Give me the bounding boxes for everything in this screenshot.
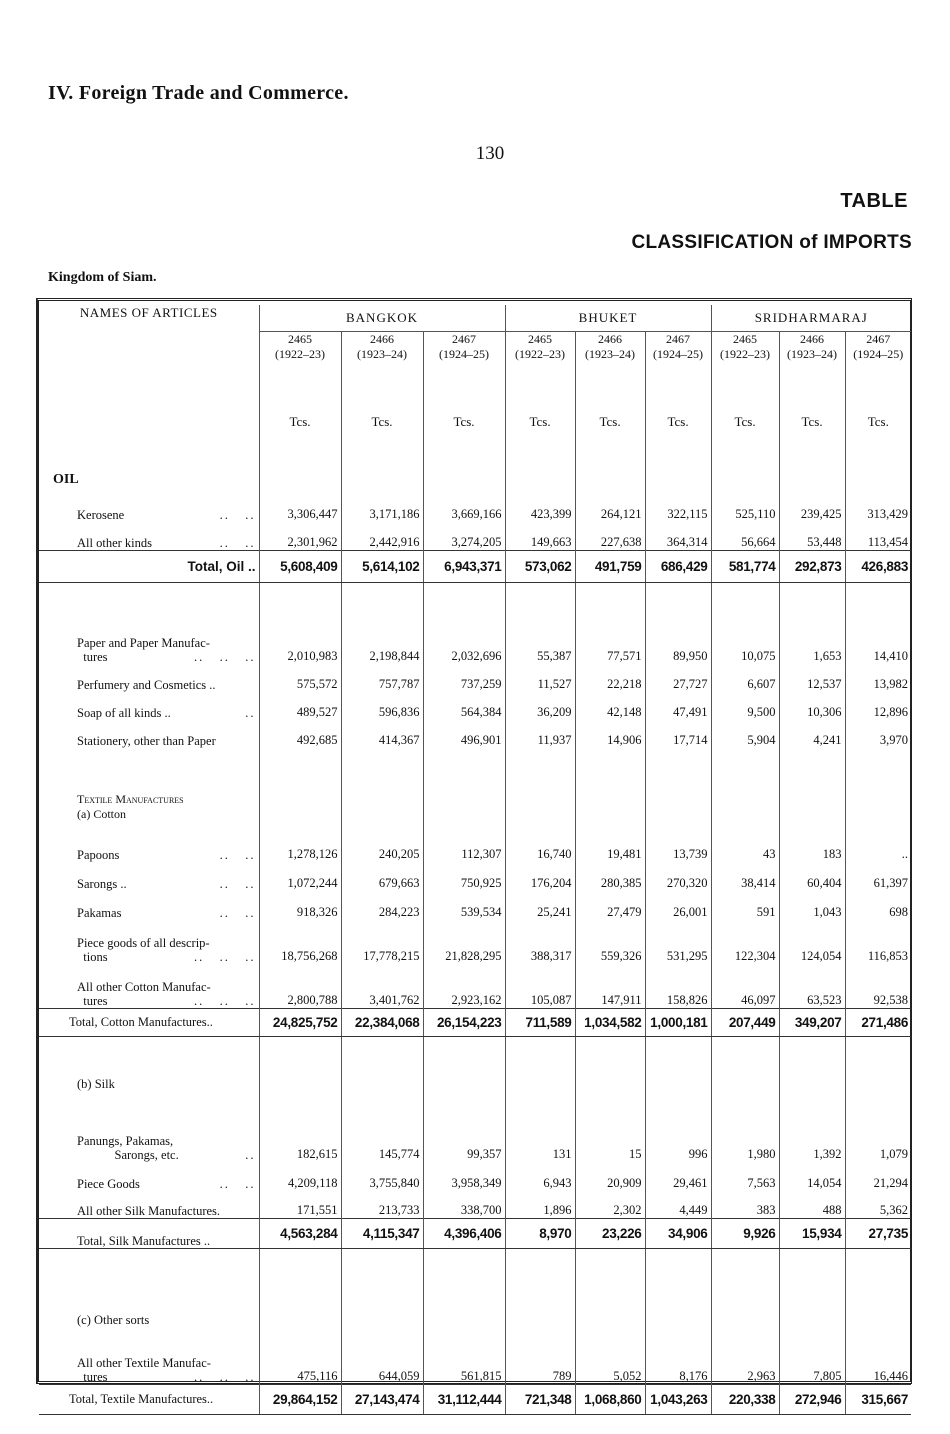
value-cell: 423,399 <box>505 488 575 522</box>
year-header: 2465 (1922–23) <box>711 332 779 383</box>
value-cell: 29,864,152 <box>259 1384 341 1414</box>
chapter-heading: IV. Foreign Trade and Commerce. <box>48 82 349 104</box>
value-cell: 34,906 <box>645 1218 711 1248</box>
row-label: All other Cotton Manufac- tures .. .. .. <box>39 964 259 1008</box>
value-cell: 284,223 <box>341 891 423 920</box>
value-cell: 996 <box>645 1092 711 1162</box>
unit-label: Tcs. <box>259 382 341 462</box>
value-cell: 338,700 <box>423 1191 505 1218</box>
row-label: Total, Silk Manufactures .. <box>39 1218 259 1248</box>
value-cell: 60,404 <box>779 862 845 891</box>
value-cell: 19,481 <box>575 822 645 862</box>
section-oil: OIL <box>39 462 259 488</box>
value-cell: 492,685 <box>259 720 341 748</box>
value-cell: 564,384 <box>423 692 505 720</box>
value-cell: 227,638 <box>575 522 645 550</box>
year-header: 2467 (1924–25) <box>423 332 505 383</box>
names-of-articles-header: NAMES OF ARTICLES <box>39 305 259 382</box>
unit-label: Tcs. <box>867 414 889 429</box>
value-cell: 158,826 <box>645 964 711 1008</box>
value-cell: 3,669,166 <box>423 488 505 522</box>
value-cell: 315,667 <box>845 1384 911 1414</box>
unit-label: Tcs. <box>711 382 779 462</box>
value-cell: 171,551 <box>259 1191 341 1218</box>
value-cell: 53,448 <box>779 522 845 550</box>
value-cell: 575,572 <box>259 664 341 692</box>
value-cell: 4,396,406 <box>423 1218 505 1248</box>
value-cell: 10,075 <box>711 622 779 664</box>
row-label: Piece goods of all descrip- tions .. .. .. <box>39 920 259 964</box>
value-cell: 8,176 <box>645 1328 711 1384</box>
value-cell: 12,537 <box>779 664 845 692</box>
value-cell: 5,608,409 <box>259 550 341 582</box>
value-cell: 475,116 <box>259 1328 341 1384</box>
row-label: Stationery, other than Paper <box>39 720 259 748</box>
value-cell: 113,454 <box>867 534 909 549</box>
value-cell: 149,663 <box>505 522 575 550</box>
value-cell: 2,800,788 <box>259 964 341 1008</box>
value-cell: 4,563,284 <box>259 1218 341 1248</box>
value-cell: 8,970 <box>505 1218 575 1248</box>
table-row <box>39 692 911 720</box>
value-cell: 2,442,916 <box>341 522 423 550</box>
value-cell: 27,479 <box>575 891 645 920</box>
value-cell: 5,904 <box>711 720 779 748</box>
value-cell: 17,778,215 <box>341 920 423 964</box>
value-cell: 112,307 <box>423 822 505 862</box>
table-row <box>39 550 911 582</box>
group-sridharmaraj: SRIDHARMARAJ <box>711 305 911 332</box>
row-label: Perfumery and Cosmetics .. <box>39 664 259 692</box>
value-cell: 11,937 <box>505 720 575 748</box>
value-cell: 63,523 <box>779 964 845 1008</box>
value-cell: 5,362 <box>879 1202 909 1217</box>
value-cell: 496,901 <box>423 720 505 748</box>
value-cell: 27,143,474 <box>341 1384 423 1414</box>
value-cell: 1,068,860 <box>575 1384 645 1414</box>
value-cell: 183 <box>779 822 845 862</box>
row-label: Total, Oil .. <box>39 550 259 582</box>
value-cell: 61,397 <box>873 876 909 890</box>
table-row <box>39 862 911 891</box>
value-cell: 147,911 <box>575 964 645 1008</box>
unit-label: Tcs. <box>575 382 645 462</box>
row-label: All other kinds .. .. <box>39 522 259 550</box>
row-label: Paper and Paper Manufac- tures .. .. .. <box>39 622 259 664</box>
value-cell: 42,148 <box>575 692 645 720</box>
value-cell: 20,909 <box>575 1162 645 1191</box>
value-cell: 9,926 <box>711 1218 779 1248</box>
value-cell: 116,853 <box>867 949 909 963</box>
value-cell: 6,943,371 <box>423 550 505 582</box>
group-header-row <box>39 305 911 332</box>
value-cell: 280,385 <box>575 862 645 891</box>
row-label: Total, Cotton Manufactures.. <box>39 1008 259 1036</box>
value-cell: 9,500 <box>711 692 779 720</box>
row-label: Total, Textile Manufactures.. <box>39 1384 259 1414</box>
row-label: Papoons .. .. <box>39 822 259 862</box>
section-row <box>39 1036 911 1092</box>
value-cell: 6,943 <box>505 1162 575 1191</box>
value-cell: 573,062 <box>505 550 575 582</box>
value-cell: 5,052 <box>575 1328 645 1384</box>
value-cell: 22,384,068 <box>341 1008 423 1036</box>
value-cell: 14,906 <box>575 720 645 748</box>
value-cell: 46,097 <box>711 964 779 1008</box>
value-cell: 4,449 <box>645 1191 711 1218</box>
value-cell: 1,653 <box>779 622 845 664</box>
value-cell: 21,294 <box>873 1176 909 1190</box>
unit-label: Tcs. <box>645 382 711 462</box>
value-cell: 2,032,696 <box>423 622 505 664</box>
row-label: Sarongs .. .. .. <box>39 862 259 891</box>
section-row <box>39 462 911 488</box>
section-row <box>39 748 911 822</box>
value-cell: 99,357 <box>423 1092 505 1162</box>
section-textile: Textile Manufactures (a) Cotton <box>39 748 259 822</box>
value-cell: 581,774 <box>711 550 779 582</box>
value-cell: 757,787 <box>341 664 423 692</box>
value-cell: 239,425 <box>779 488 845 522</box>
value-cell: 1,079 <box>879 1147 909 1161</box>
value-cell: 131 <box>505 1092 575 1162</box>
value-cell: 1,043,263 <box>645 1384 711 1414</box>
value-cell: 264,121 <box>575 488 645 522</box>
value-cell: 12,896 <box>873 705 909 719</box>
value-cell: 1,896 <box>505 1191 575 1218</box>
value-cell: 16,446 <box>873 1368 909 1383</box>
value-cell: .. <box>901 847 909 861</box>
value-cell: 92,538 <box>873 992 909 1007</box>
value-cell: 38,414 <box>711 862 779 891</box>
table-row <box>39 664 911 692</box>
value-cell: 644,059 <box>341 1328 423 1384</box>
value-cell: 789 <box>505 1328 575 1384</box>
value-cell: 1,034,582 <box>575 1008 645 1036</box>
value-cell: 24,825,752 <box>259 1008 341 1036</box>
value-cell: 2,923,162 <box>423 964 505 1008</box>
value-cell: 1,000,181 <box>645 1008 711 1036</box>
group-bangkok: BANGKOK <box>259 305 505 332</box>
value-cell: 7,805 <box>779 1328 845 1384</box>
year-header: 2466 (1923–24) <box>341 332 423 383</box>
value-cell: 7,563 <box>711 1162 779 1191</box>
table-row <box>39 1218 911 1248</box>
year-header: 2465 (1922–23) <box>505 332 575 383</box>
row-label: Panungs, Pakamas, Sarongs, etc. .. <box>39 1092 259 1162</box>
imports-table <box>39 305 911 1415</box>
value-cell: 2,963 <box>711 1328 779 1384</box>
value-cell: 322,115 <box>645 488 711 522</box>
value-cell: 711,589 <box>505 1008 575 1036</box>
year-header: 2465 (1922–23) <box>259 332 341 383</box>
row-label: All other Textile Manufac- tures .. .. .. <box>39 1328 259 1384</box>
row-label: Pakamas .. .. <box>39 891 259 920</box>
value-cell: 3,401,762 <box>341 964 423 1008</box>
value-cell: 47,491 <box>645 692 711 720</box>
table-row <box>39 822 911 862</box>
table-row <box>39 1008 911 1036</box>
value-cell: 3,274,205 <box>423 522 505 550</box>
value-cell: 27,727 <box>645 664 711 692</box>
value-cell: 491,759 <box>575 550 645 582</box>
value-cell: 4,115,347 <box>341 1218 423 1248</box>
unit-row <box>39 382 911 462</box>
value-cell: 2,302 <box>575 1191 645 1218</box>
value-cell: 43 <box>711 822 779 862</box>
value-cell: 21,828,295 <box>423 920 505 964</box>
imports-table-body <box>39 382 911 1414</box>
value-cell: 13,982 <box>873 677 909 691</box>
value-cell: 426,883 <box>845 550 911 582</box>
value-cell: 13,739 <box>645 822 711 862</box>
value-cell: 488 <box>779 1191 845 1218</box>
value-cell: 559,326 <box>575 920 645 964</box>
value-cell: 213,733 <box>341 1191 423 1218</box>
value-cell: 721,348 <box>505 1384 575 1414</box>
value-cell: 16,740 <box>505 822 575 862</box>
value-cell: 10,306 <box>779 692 845 720</box>
value-cell: 176,204 <box>505 862 575 891</box>
value-cell: 4,209,118 <box>259 1162 341 1191</box>
value-cell: 270,320 <box>645 862 711 891</box>
value-cell: 89,950 <box>645 622 711 664</box>
value-cell: 1,980 <box>711 1092 779 1162</box>
value-cell: 17,714 <box>645 720 711 748</box>
unit-label: Tcs. <box>779 382 845 462</box>
value-cell: 18,756,268 <box>259 920 341 964</box>
table-row <box>39 1162 911 1191</box>
value-cell: 3,171,186 <box>341 488 423 522</box>
year-header: 2467 (1924–25) <box>645 332 711 383</box>
table-row <box>39 1191 911 1218</box>
table-row <box>39 920 911 964</box>
value-cell: 31,112,444 <box>423 1384 505 1414</box>
value-cell: 591 <box>711 891 779 920</box>
table-row <box>39 522 911 550</box>
value-cell: 918,326 <box>259 891 341 920</box>
value-cell: 220,338 <box>711 1384 779 1414</box>
value-cell: 15 <box>575 1092 645 1162</box>
value-cell: 313,429 <box>867 507 909 521</box>
value-cell: 364,314 <box>645 522 711 550</box>
value-cell: 679,663 <box>341 862 423 891</box>
value-cell: 414,367 <box>341 720 423 748</box>
table-row <box>39 488 911 522</box>
value-cell: 55,387 <box>505 622 575 664</box>
value-cell: 561,815 <box>423 1328 505 1384</box>
table-row <box>39 1384 911 1414</box>
page-number: 130 <box>475 143 505 164</box>
value-cell: 11,527 <box>505 664 575 692</box>
table-row <box>39 1328 911 1384</box>
value-cell: 27,735 <box>845 1218 911 1248</box>
section-other-sorts: (c) Other sorts <box>39 1248 259 1328</box>
value-cell: 122,304 <box>711 920 779 964</box>
table-caption: CLASSIFICATION of IMPORTS <box>631 232 912 253</box>
unit-label: Tcs. <box>423 382 505 462</box>
value-cell: 26,154,223 <box>423 1008 505 1036</box>
value-cell: 105,087 <box>505 964 575 1008</box>
value-cell: 383 <box>711 1191 779 1218</box>
value-cell: 349,207 <box>779 1008 845 1036</box>
value-cell: 539,534 <box>423 891 505 920</box>
value-cell: 1,392 <box>779 1092 845 1162</box>
value-cell: 3,970 <box>879 733 909 747</box>
country-label: Kingdom of Siam. <box>48 270 157 285</box>
value-cell: 56,664 <box>711 522 779 550</box>
year-header: 2466 (1923–24) <box>779 332 845 383</box>
value-cell: 1,043 <box>779 891 845 920</box>
value-cell: 15,934 <box>779 1218 845 1248</box>
value-cell: 22,218 <box>575 664 645 692</box>
table-row <box>39 1092 911 1162</box>
value-cell: 3,958,349 <box>423 1162 505 1191</box>
row-label: Kerosene .. .. <box>39 488 259 522</box>
value-cell: 271,486 <box>845 1008 911 1036</box>
year-header: 2467 (1924–25) <box>853 332 904 361</box>
value-cell: 182,615 <box>259 1092 341 1162</box>
value-cell: 2,301,962 <box>259 522 341 550</box>
value-cell: 525,110 <box>711 488 779 522</box>
value-cell: 29,461 <box>645 1162 711 1191</box>
row-label: Piece Goods .. .. <box>39 1162 259 1191</box>
value-cell: 14,054 <box>779 1162 845 1191</box>
value-cell: 3,306,447 <box>259 488 341 522</box>
value-cell: 124,054 <box>779 920 845 964</box>
table-row <box>39 720 911 748</box>
value-cell: 26,001 <box>645 891 711 920</box>
table-label: TABLE <box>840 190 908 212</box>
value-cell: 5,614,102 <box>341 550 423 582</box>
value-cell: 36,209 <box>505 692 575 720</box>
value-cell: 750,925 <box>423 862 505 891</box>
section-silk: (b) Silk <box>39 1036 259 1092</box>
section-row <box>39 1248 911 1328</box>
value-cell: 737,259 <box>423 664 505 692</box>
value-cell: 6,607 <box>711 664 779 692</box>
value-cell: 292,873 <box>779 550 845 582</box>
value-cell: 1,278,126 <box>259 822 341 862</box>
row-label: Soap of all kinds .. .. <box>39 692 259 720</box>
value-cell: 14,410 <box>873 649 909 663</box>
value-cell: 596,836 <box>341 692 423 720</box>
value-cell: 77,571 <box>575 622 645 664</box>
value-cell: 2,010,983 <box>259 622 341 664</box>
table-row <box>39 891 911 920</box>
value-cell: 2,198,844 <box>341 622 423 664</box>
unit-label: Tcs. <box>341 382 423 462</box>
value-cell: 240,205 <box>341 822 423 862</box>
value-cell: 272,946 <box>779 1384 845 1414</box>
group-bhuket: BHUKET <box>505 305 711 332</box>
year-header: 2466 (1923–24) <box>575 332 645 383</box>
value-cell: 1,072,244 <box>259 862 341 891</box>
value-cell: 145,774 <box>341 1092 423 1162</box>
value-cell: 531,295 <box>645 920 711 964</box>
value-cell: 207,449 <box>711 1008 779 1036</box>
value-cell: 698 <box>889 905 909 919</box>
value-cell: 388,317 <box>505 920 575 964</box>
value-cell: 489,527 <box>259 692 341 720</box>
table-row <box>39 622 911 664</box>
value-cell: 686,429 <box>645 550 711 582</box>
value-cell: 3,755,840 <box>341 1162 423 1191</box>
value-cell: 4,241 <box>779 720 845 748</box>
value-cell: 25,241 <box>505 891 575 920</box>
value-cell: 23,226 <box>575 1218 645 1248</box>
unit-label: Tcs. <box>505 382 575 462</box>
row-label: All other Silk Manufactures. <box>39 1191 259 1218</box>
table-row <box>39 964 911 1008</box>
